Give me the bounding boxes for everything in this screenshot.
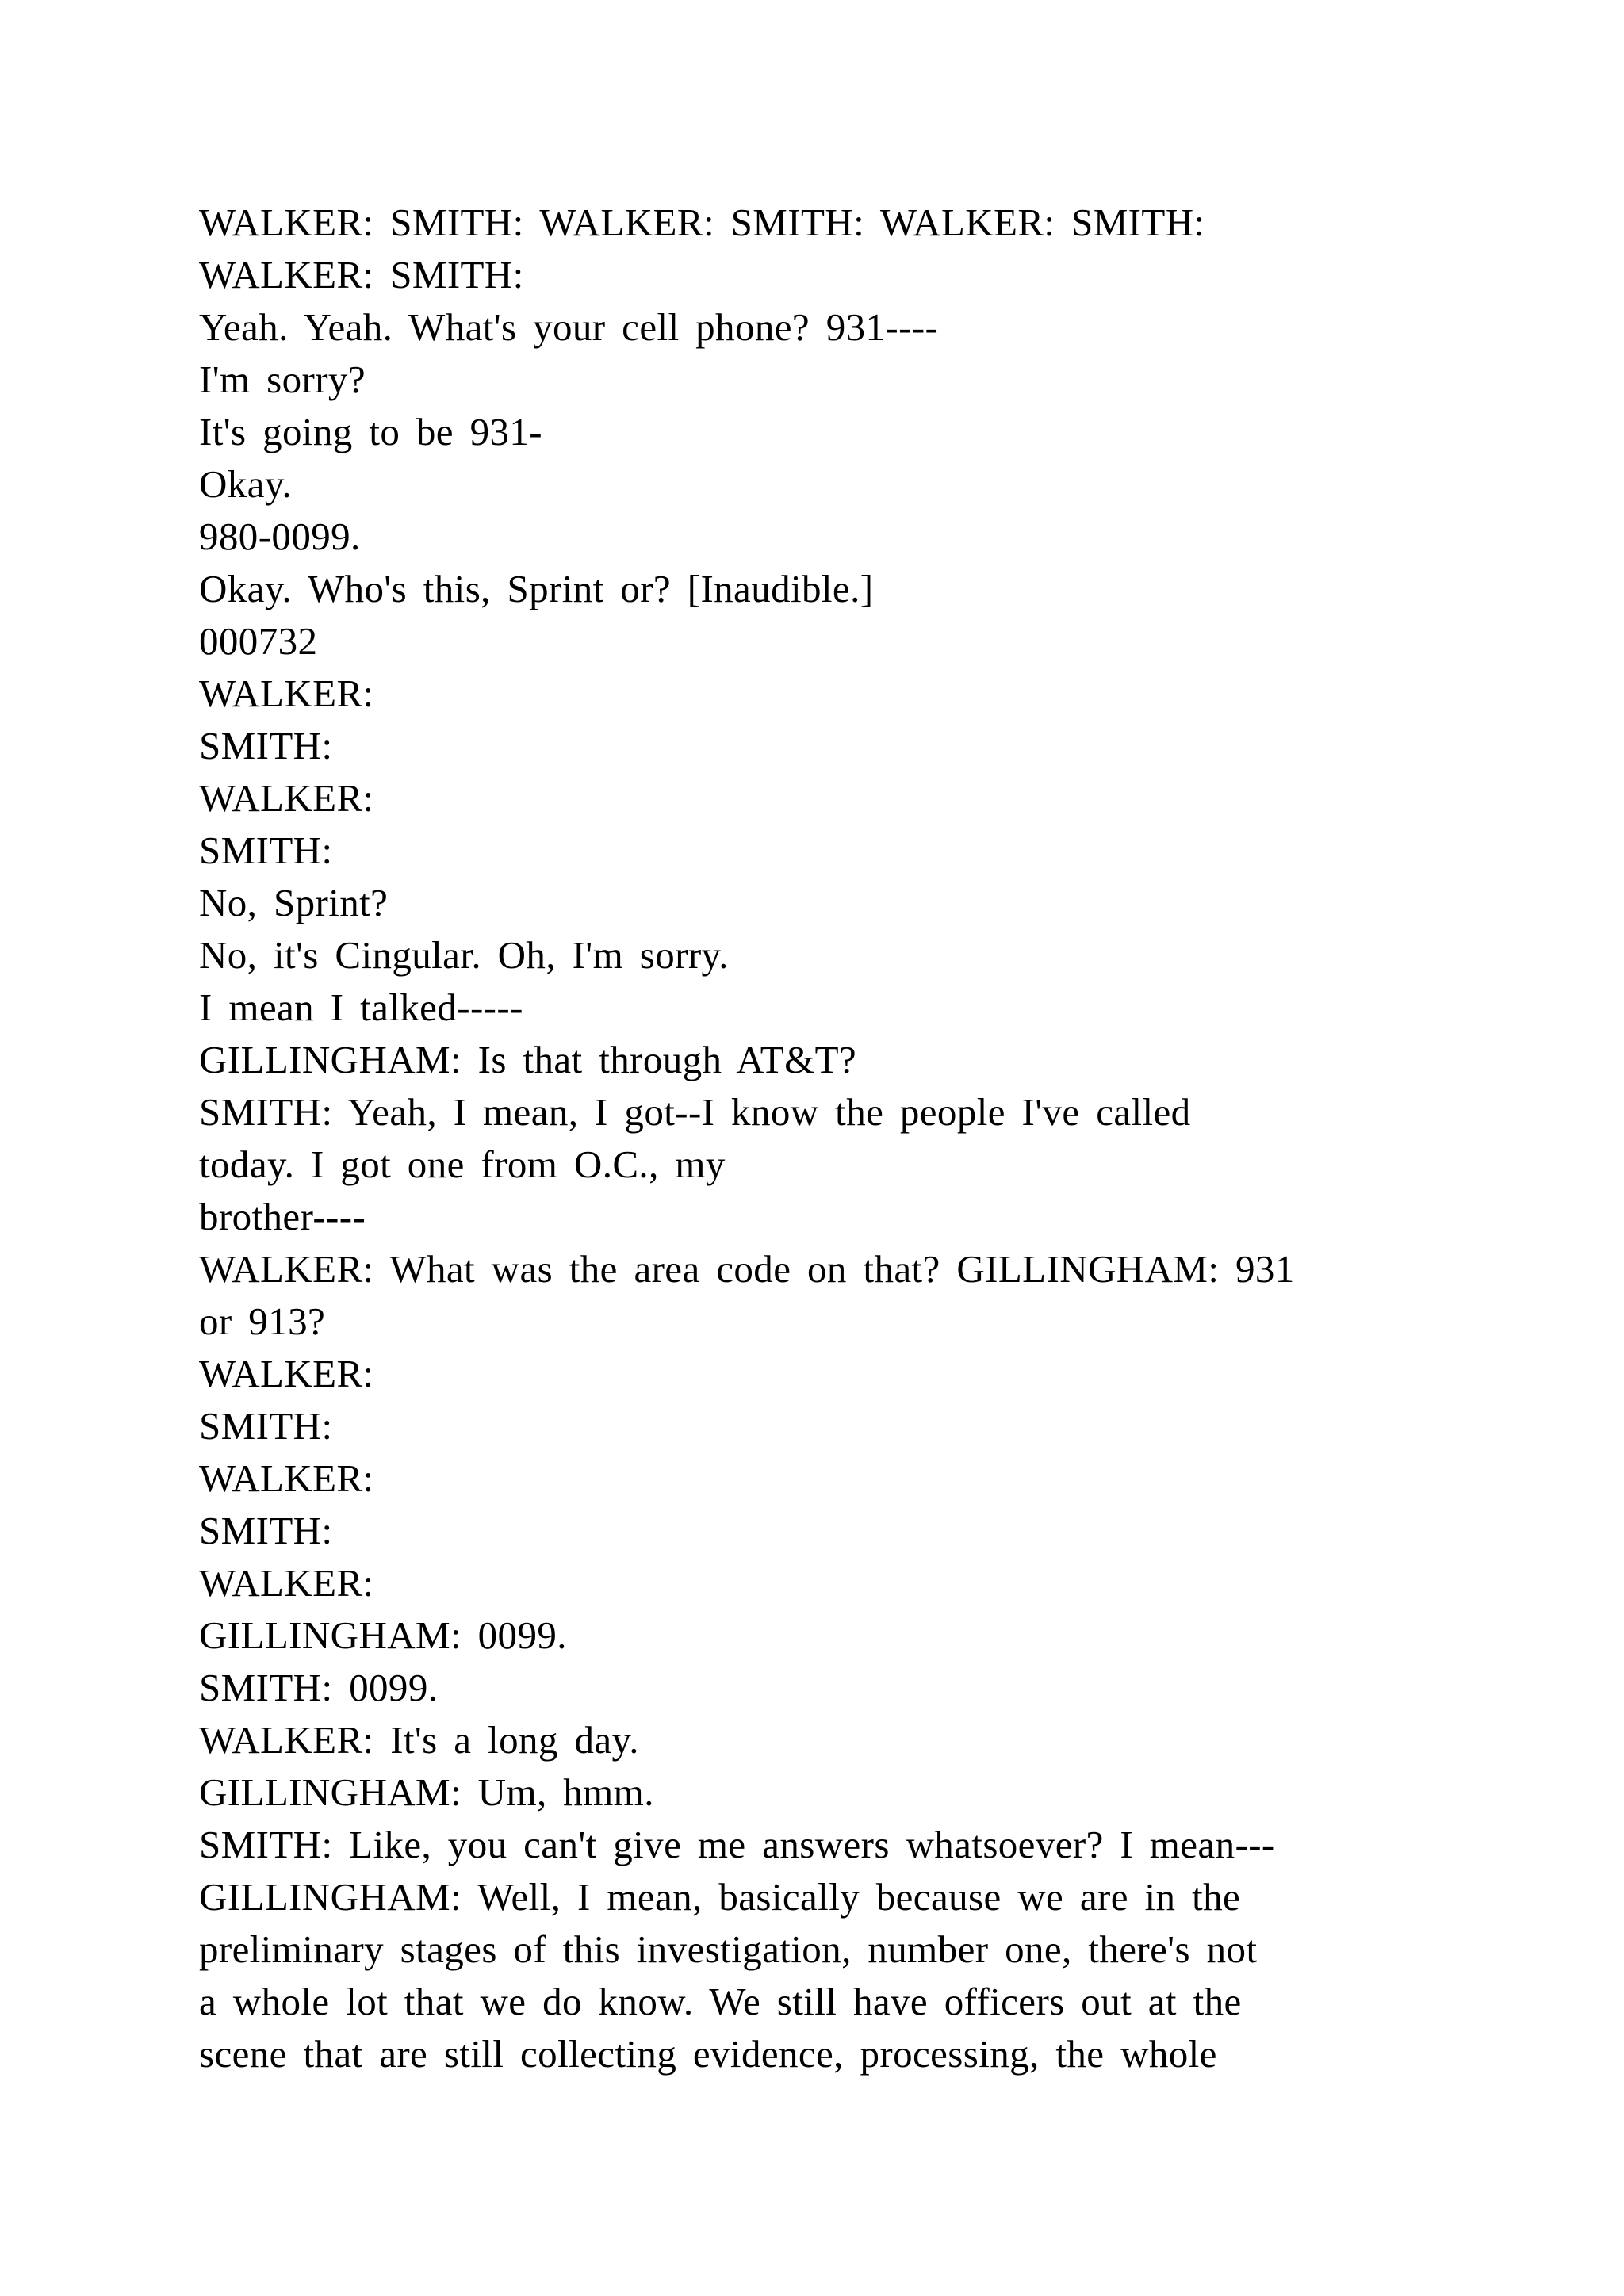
text-line: SMITH: 0099. xyxy=(199,1666,439,1709)
text-line: I mean I talked----- xyxy=(199,985,523,1029)
text-line: I'm sorry? xyxy=(199,358,366,401)
text-line: today. I got one from O.C., my xyxy=(199,1142,726,1186)
text-line: WALKER: SMITH: xyxy=(199,253,524,297)
text-line: No, Sprint? xyxy=(199,881,389,924)
text-line: WALKER: xyxy=(199,1456,374,1500)
transcript-text xyxy=(199,197,1452,2080)
text-line: SMITH: xyxy=(199,724,333,767)
text-line: a whole lot that we do know. We still have officers out at the xyxy=(199,1980,1242,2023)
text-line: SMITH: Yeah, I mean, I got--I know the people I've called xyxy=(199,1090,1191,1134)
text-line: brother---- xyxy=(199,1195,366,1238)
text-line: WALKER: It's a long day. xyxy=(199,1718,639,1762)
text-line: WALKER: SMITH: WALKER: SMITH: WALKER: SMITH: xyxy=(199,201,1205,244)
text-line: SMITH: xyxy=(199,1404,333,1448)
text-line: Okay. Who's this, Sprint or? [Inaudible.] xyxy=(199,567,874,610)
text-line: preliminary stages of this investigation, number one, there's not xyxy=(199,1927,1258,1971)
text-line: GILLINGHAM: Um, hmm. xyxy=(199,1770,654,1814)
text-line: Yeah. Yeah. What's your cell phone? 931---- xyxy=(199,305,939,349)
text-line: 980-0099. xyxy=(199,515,361,558)
text-line: WALKER: xyxy=(199,672,374,715)
text-line: GILLINGHAM: Is that through AT&T? xyxy=(199,1038,857,1081)
text-line: WALKER: xyxy=(199,1352,374,1395)
text-line: scene that are still collecting evidence, processing, the whole xyxy=(199,2032,1217,2076)
text-line: WALKER: What was the area code on that? GILLINGHAM: 931 xyxy=(199,1247,1295,1291)
text-line: WALKER: xyxy=(199,776,374,820)
text-line: Okay. xyxy=(199,462,293,506)
text-line: WALKER: xyxy=(199,1561,374,1605)
text-line: SMITH: xyxy=(199,1509,333,1552)
page-number-line: 000732 xyxy=(199,619,318,663)
text-line: SMITH: Like, you can't give me answers whatsoever? I mean--- xyxy=(199,1823,1275,1866)
text-line: GILLINGHAM: Well, I mean, basically because we are in the xyxy=(199,1875,1241,1919)
text-line: It's going to be 931- xyxy=(199,410,543,453)
text-line: No, it's Cingular. Oh, I'm sorry. xyxy=(199,933,729,977)
text-line: GILLINGHAM: 0099. xyxy=(199,1613,567,1657)
text-line: SMITH: xyxy=(199,828,333,872)
text-line: or 913? xyxy=(199,1299,326,1343)
